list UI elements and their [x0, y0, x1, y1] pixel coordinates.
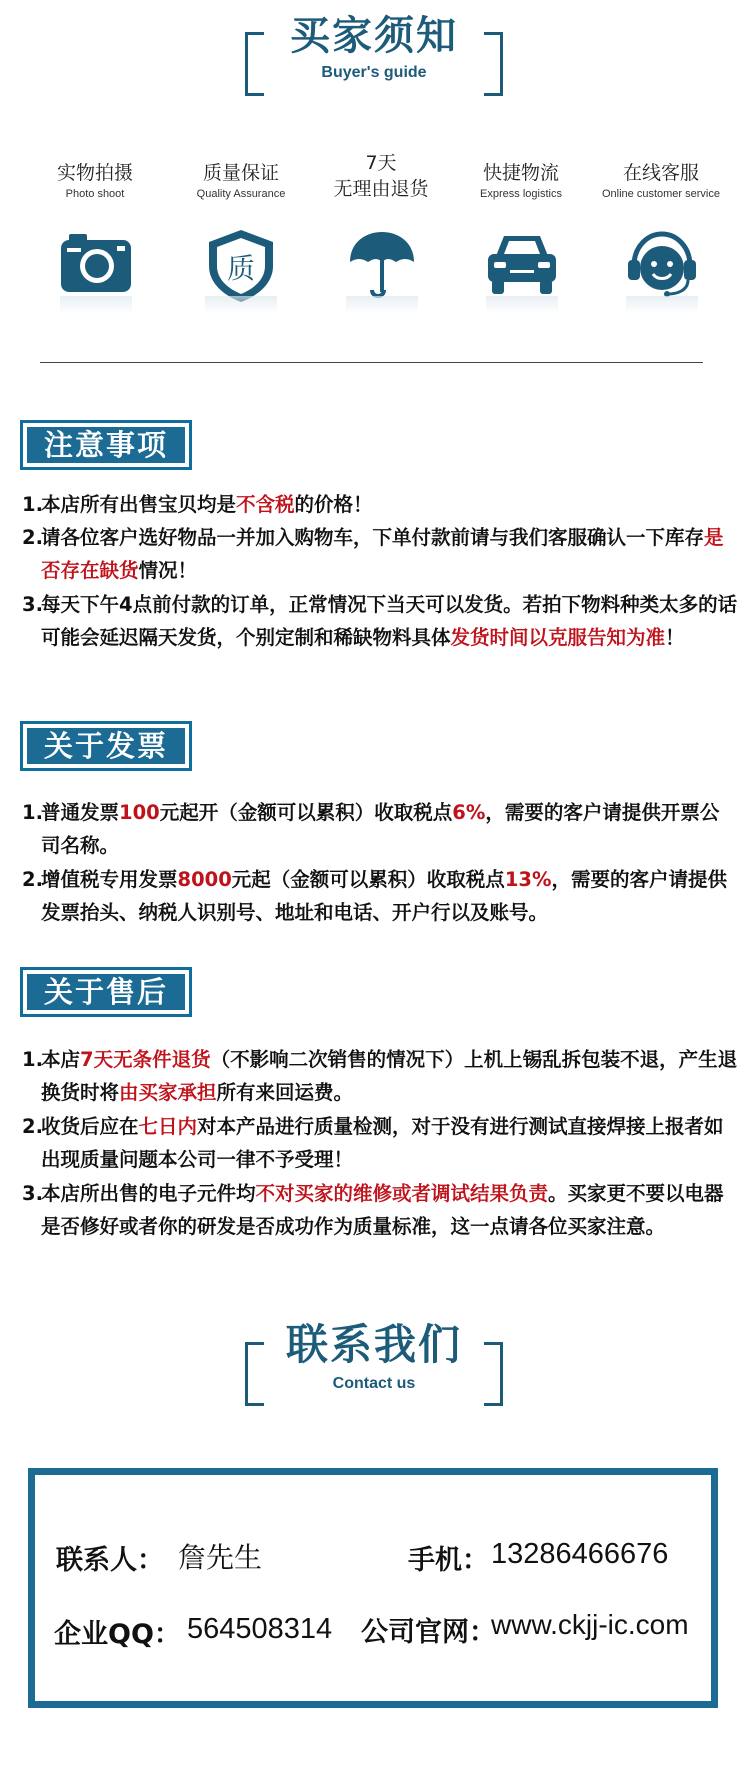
- aftersale-section-title: 关于售后: [27, 974, 185, 1010]
- umbrella-reflection: [346, 296, 418, 314]
- divider-line: [40, 362, 703, 363]
- headset-icon: [622, 226, 702, 306]
- camera-icon: [57, 226, 137, 306]
- contact-person-value: 詹先生: [178, 1541, 263, 1574]
- aftersale-item-2: 2. 收货后应在七日内对本产品进行质量检测，对于没有进行测试直接焊接上报者如出现质量问题本公司一律不予受理！: [22, 1115, 724, 1171]
- qq-value[interactable]: 564508314: [187, 1613, 333, 1645]
- notice-item-1: 1. 本店所有出售宝贝均是不含税的价格！: [22, 493, 373, 516]
- invoice-item-2: 2. 增值税专用发票8000元起（金额可以累积）收取税点13%，需要的客户请提供发票抬头、纳税人识别号、地址和电话、开户行以及账号。: [22, 868, 728, 924]
- shield-quality-icon: [201, 226, 281, 306]
- car-reflection: [486, 296, 558, 314]
- notice-section-title: 注意事项: [27, 427, 185, 463]
- contact-card: [28, 1468, 718, 1708]
- svg-text:质: 质: [226, 252, 256, 285]
- buyers-guide-subtitle: Buyer's guide: [321, 64, 427, 81]
- qq-label: 企业QQ：: [54, 1619, 181, 1650]
- feature-service: 在线客服 Online customer service: [602, 162, 720, 200]
- headset-reflection: [626, 296, 698, 314]
- notice-section-badge: [20, 420, 192, 470]
- aftersale-item-1: 1. 本店7天无条件退货（不影响二次销售的情况下）上机上锡乱拆包装不退，产生退换货时将由买家承担所有来回运费。: [22, 1048, 738, 1104]
- car-icon: [482, 226, 562, 306]
- invoice-item-1: 1. 普通发票100元起开（金额可以累积）收取税点6%，需要的客户请提供开票公司名称。: [22, 801, 720, 857]
- aftersale-item-3: 3. 本店所出售的电子元件均不对买家的维修或者调试结果负责。买家更不要以电器是否修好或者你的研发是否成功作为质量标准，这一点请各位买家注意。: [22, 1182, 724, 1238]
- feature-quality: 质量保证 Quality Assurance: [196, 162, 286, 200]
- phone-label: 手机：: [408, 1545, 489, 1576]
- invoice-section-badge: [20, 721, 192, 771]
- website-label: 公司官网：: [361, 1617, 496, 1648]
- buyers-guide-header: [245, 13, 503, 92]
- umbrella-icon: [342, 226, 422, 306]
- feature-logistics: 快捷物流 Express logistics: [480, 162, 562, 200]
- invoice-section-title: 关于发票: [27, 728, 185, 764]
- phone-value[interactable]: 13286466676: [491, 1538, 669, 1570]
- notice-item-2: 2. 请各位客户选好物品一并加入购物车，下单付款前请与我们客服确认一下库存是否存在缺货情况！: [22, 526, 724, 582]
- contact-title: 联系我们: [265, 1320, 483, 1370]
- feature-photo: 实物拍摄 Photo shoot: [56, 162, 133, 200]
- contact-person-label: 联系人：: [56, 1545, 164, 1576]
- feature-return: 7天 无理由退货: [333, 152, 429, 200]
- camera-reflection: [60, 296, 132, 314]
- notice-item-3: 3. 每天下午4点前付款的订单，正常情况下当天可以发货。若拍下物料种类太多的话可能会延迟隔天发货，个别定制和稀缺物料具体发货时间以克服告知为准！: [22, 593, 738, 649]
- contact-subtitle: Contact us: [332, 1375, 416, 1392]
- contact-header: [245, 1320, 503, 1402]
- website-link[interactable]: www.ckjj-ic.com: [491, 1609, 689, 1640]
- aftersale-section-badge: [20, 967, 192, 1017]
- buyers-guide-title: 买家须知: [265, 12, 483, 60]
- shield-reflection: [205, 296, 277, 314]
